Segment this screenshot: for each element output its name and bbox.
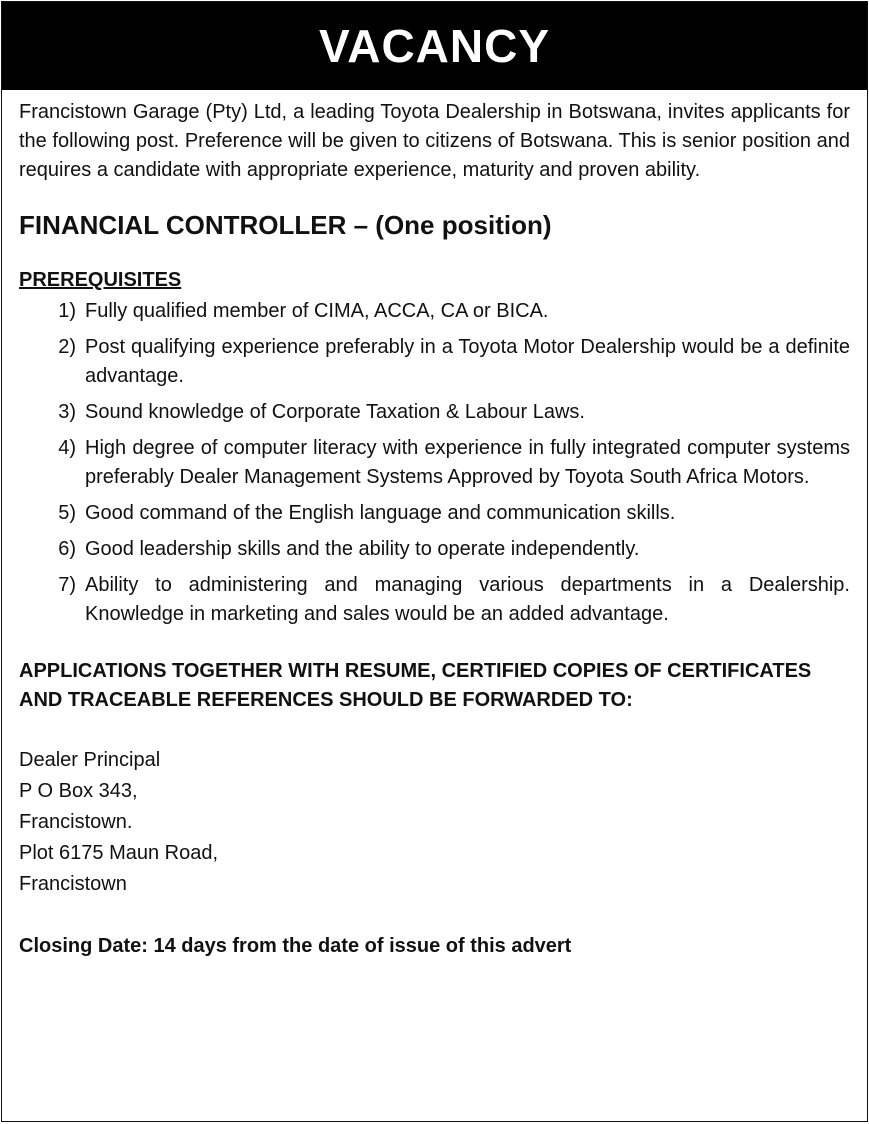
prerequisite-number: 2) <box>58 336 76 358</box>
prerequisite-text: Ability to administering and managing various departments in a Dealership. Knowledge in marketing and sales would be an added advantage. <box>85 574 850 625</box>
prerequisite-item-7 <box>19 571 850 629</box>
closing-date: Closing Date: 14 days from the date of issue of this advert <box>19 935 572 957</box>
prerequisite-item-4 <box>19 434 850 492</box>
prerequisite-number: 5) <box>58 502 76 524</box>
prerequisite-text: Good leadership skills and the ability to operate independently. <box>85 538 640 560</box>
prerequisites-list <box>19 297 850 629</box>
address-line: P O Box 343, <box>19 780 138 802</box>
post-title: FINANCIAL CONTROLLER – (One position) <box>19 210 552 240</box>
prerequisite-text: Post qualifying experience preferably in a Toyota Motor Dealership would be a definite advantage. <box>85 336 850 387</box>
address-line: Francistown. <box>19 811 133 833</box>
prerequisite-text: Good command of the English language and communication skills. <box>85 502 676 524</box>
advert-body <box>2 90 867 961</box>
prerequisite-number: 6) <box>58 538 76 560</box>
prerequisites-heading: PREREQUISITES <box>19 269 182 291</box>
prerequisite-item-2 <box>19 333 850 391</box>
vacancy-banner <box>2 2 867 90</box>
address-line: Dealer Principal <box>19 749 161 771</box>
intro-paragraph: Francistown Garage (Pty) Ltd, a leading Toyota Dealership in Botswana, invites applicants for the following post. Preference will be given to citizens of Botswana. This is senior position and requires a candidate with appropriate experience, maturity and proven ability. <box>19 101 850 181</box>
prerequisite-item-6 <box>19 535 850 564</box>
prerequisite-number: 3) <box>58 401 76 423</box>
banner-title: VACANCY <box>318 20 551 72</box>
prerequisite-number: 1) <box>58 300 76 322</box>
address-line: Plot 6175 Maun Road, <box>19 842 219 864</box>
prerequisite-number: 7) <box>58 574 76 596</box>
prerequisite-text: Sound knowledge of Corporate Taxation & Labour Laws. <box>85 401 585 423</box>
prerequisite-item-1 <box>19 297 850 326</box>
prerequisite-item-5 <box>19 499 850 528</box>
prerequisite-number: 4) <box>58 437 76 459</box>
postal-address <box>19 745 850 900</box>
vacancy-advert <box>1 1 868 1122</box>
application-instructions: APPLICATIONS TOGETHER WITH RESUME, CERTIFIED COPIES OF CERTIFICATES AND TRACEABLE REFERENCES SHOULD BE FORWARDED TO: <box>19 660 812 711</box>
prerequisite-text: High degree of computer literacy with experience in fully integrated computer systems preferably Dealer Management Systems Approved by Toyota South Africa Motors. <box>85 437 850 488</box>
address-line: Francistown <box>19 873 127 895</box>
prerequisite-text: Fully qualified member of CIMA, ACCA, CA or BICA. <box>85 300 549 322</box>
prerequisite-item-3 <box>19 398 850 427</box>
